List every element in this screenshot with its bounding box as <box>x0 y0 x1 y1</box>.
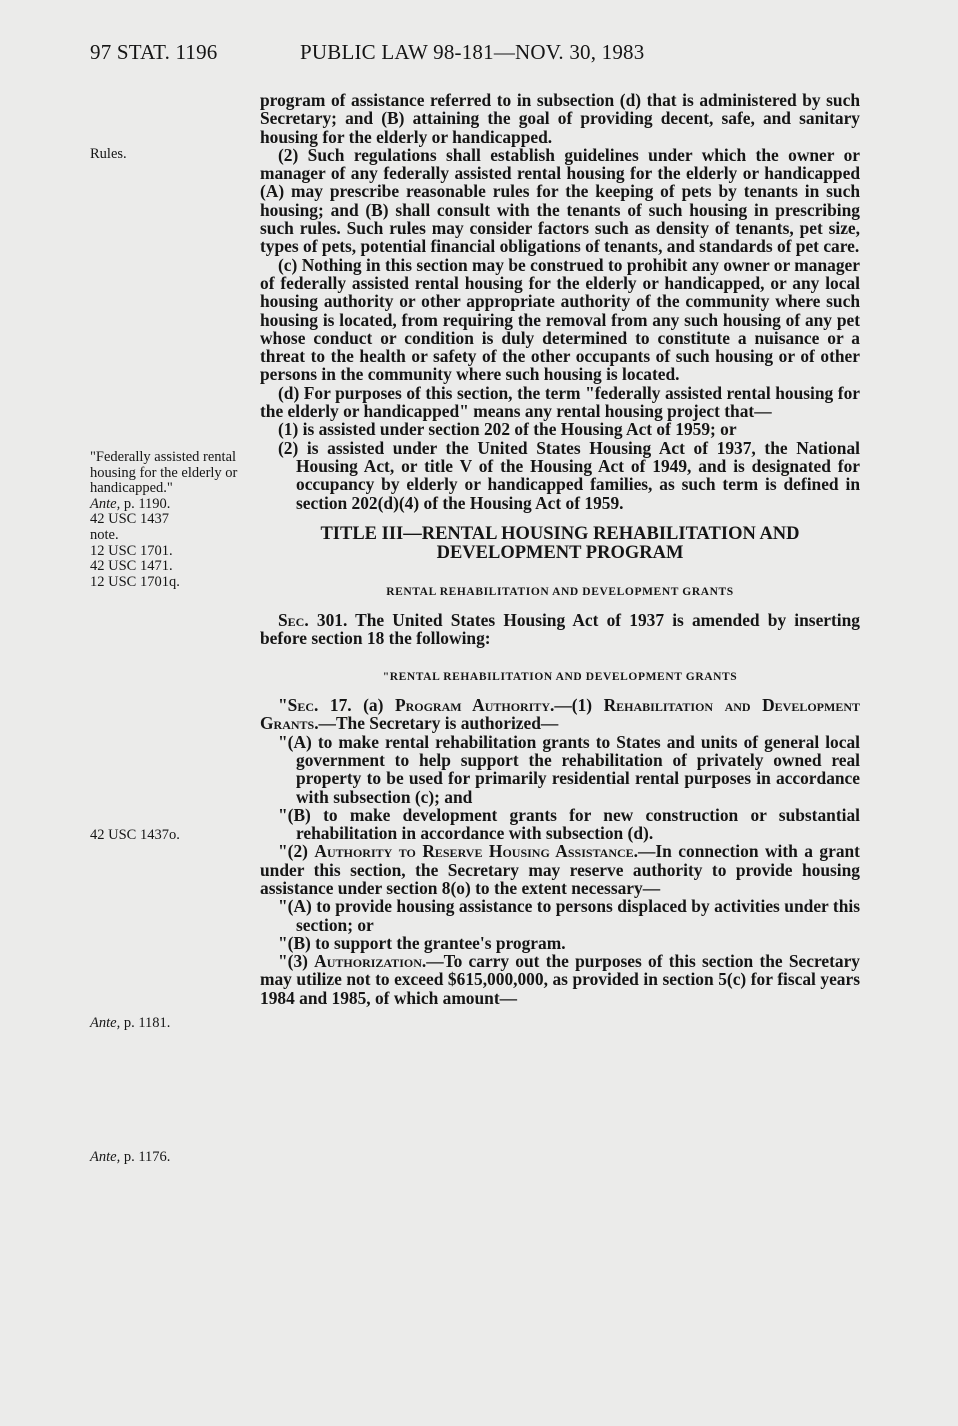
margin-note-42usc1437o: 42 USC 1437o. <box>90 827 180 843</box>
paragraph-2: (2) Such regulations shall establish guidelines under which the owner or manager of any federally assisted rental housing for the elderly or handicapped (A) may prescribe reasonable rules for the keeping of pets by tenants in such housing; and (B) shall consult with the tenants of such housing in prescribing such rules. Such rules may consider factors such as density of tenants, pet size, types of pets, potential financial obligations of tenants, and standards of pet care. <box>260 144 860 257</box>
margin-ante-1190 <box>90 497 240 513</box>
clause-b-development: "(B) to make development grants for new construction or substantial rehabilitation in accordance with subsection (d). <box>278 804 860 844</box>
ante-page: p. 1181. <box>120 1015 171 1031</box>
sec-label: Sec. <box>278 610 309 631</box>
ante-label: Ante, <box>90 1015 121 1031</box>
para-number: "(2) <box>278 841 315 862</box>
running-header: PUBLIC LAW 98-181—NOV. 30, 1983 <box>300 40 645 64</box>
subheading-quoted: "RENTAL REHABILITATION AND DEVELOPMENT GRANTS <box>382 670 738 683</box>
ante-label: Ante, <box>90 1149 121 1165</box>
subsection-2-authority <box>260 842 860 897</box>
margin-note-ante-1176 <box>90 1150 240 1166</box>
para-number: "(3) <box>278 951 315 972</box>
ante-label: Ante, <box>90 495 121 512</box>
paragraph-continuation: program of assistance referred to in subsection (d) that is administered by such Secretary; and (B) attaining the goal of providing decent, safe, and sanitary housing for the elderly or handicapped. <box>260 90 860 147</box>
subheading-rental-grants: RENTAL REHABILITATION AND DEVELOPMENT GRANTS <box>386 585 734 598</box>
paragraph-d: (d) For purposes of this section, the term "federally assisted rental housing for the elderly or handicapped" means any rental housing project that— <box>260 382 860 422</box>
sec-label: Sec. <box>287 695 319 716</box>
section-301 <box>260 611 860 648</box>
stat-page-number: 97 STAT. 1196 <box>90 40 218 64</box>
clause-a-displaced: "(A) to provide housing assistance to persons displaced by activities under this section; or <box>278 896 860 935</box>
ante-page: p. 1190. <box>120 495 171 512</box>
paragraph-c: (c) Nothing in this section may be construed to prohibit any owner or manager of federally assisted rental housing for the elderly or handicapped, or any local housing authority or other appropriate authority of the community where such housing is located, from requiring the removal from any such housing of any pet whose conduct or condition is duly determined to constitute a nuisance or a threat to the health or safety of the other occupants of such housing or of other persons in the community where such housing is located. <box>260 254 860 385</box>
margin-ref: note. <box>90 526 119 543</box>
margin-ref: 12 USC 1701. <box>90 542 173 559</box>
margin-definition-term: "Federally assisted rental housing for the elderly or handicapped." <box>90 449 238 497</box>
para-text: .—To carry out the purposes of this section the Secretary may utilize not to exceed $615,000,000, as provided in section 5(c) for fiscal years 1984 and 1985, of which amount— <box>260 951 861 1008</box>
margin-ref: 42 USC 1471. <box>90 558 173 575</box>
clause-2: (2) is assisted under the United States Housing Act of 1937, the National Housing Act, or title V of the Housing Act of 1949, and is designated for occupancy by elderly or handicapped families, as such term is defined in section 202(d)(4) of the Housing Act of 1959. <box>278 437 860 513</box>
subsection-3-authorization <box>260 952 860 1007</box>
para-text: .—In connection with a grant under this section, the Secretary may reserve authority to provide housing assistance under section 8(o) to the extent necessary— <box>260 841 860 898</box>
margin-note-rules: Rules. <box>90 146 127 162</box>
clause-b-grantee: "(B) to support the grantee's program. <box>278 932 566 953</box>
margin-ref: 12 USC 1701q. <box>90 573 180 590</box>
section-17-a <box>260 696 860 733</box>
clause-1: (1) is assisted under section 202 of the Housing Act of 1959; or <box>278 419 737 440</box>
program-authority-heading: Program Authority <box>394 695 551 716</box>
rehab-grants-heading: Rehabilitation and Development Grants <box>260 695 861 734</box>
margin-note-definition <box>90 450 240 590</box>
margin-note-ante-1181 <box>90 1016 240 1032</box>
dash: .—(1) <box>550 695 604 716</box>
sec-17-text: .—The Secretary is authorized— <box>314 713 559 734</box>
clause-a-rehab: "(A) to make rental rehabilitation grants to States and units of general local government to help support the rehabilitation of privately owned real property to be used for primarily residential rental purposes in accordance with subsection (c); and <box>278 731 860 807</box>
margin-ref: 42 USC 1437 <box>90 511 169 528</box>
ante-page: p. 1176. <box>120 1149 171 1165</box>
sec-301-text: 301. The United States Housing Act of 1937 is amended by inserting before section 18 the following: <box>260 610 860 649</box>
title-heading: TITLE III—RENTAL HOUSING REHABILITATION AND DEVELOPMENT PROGRAM <box>320 523 800 563</box>
body-text <box>260 91 860 1007</box>
reserve-assistance-heading: Authority to Reserve Housing Assistance <box>314 841 634 862</box>
authorization-heading: Authorization <box>314 951 422 972</box>
quote-mark: " <box>278 695 288 716</box>
sec-number: 17. (a) <box>318 695 395 716</box>
